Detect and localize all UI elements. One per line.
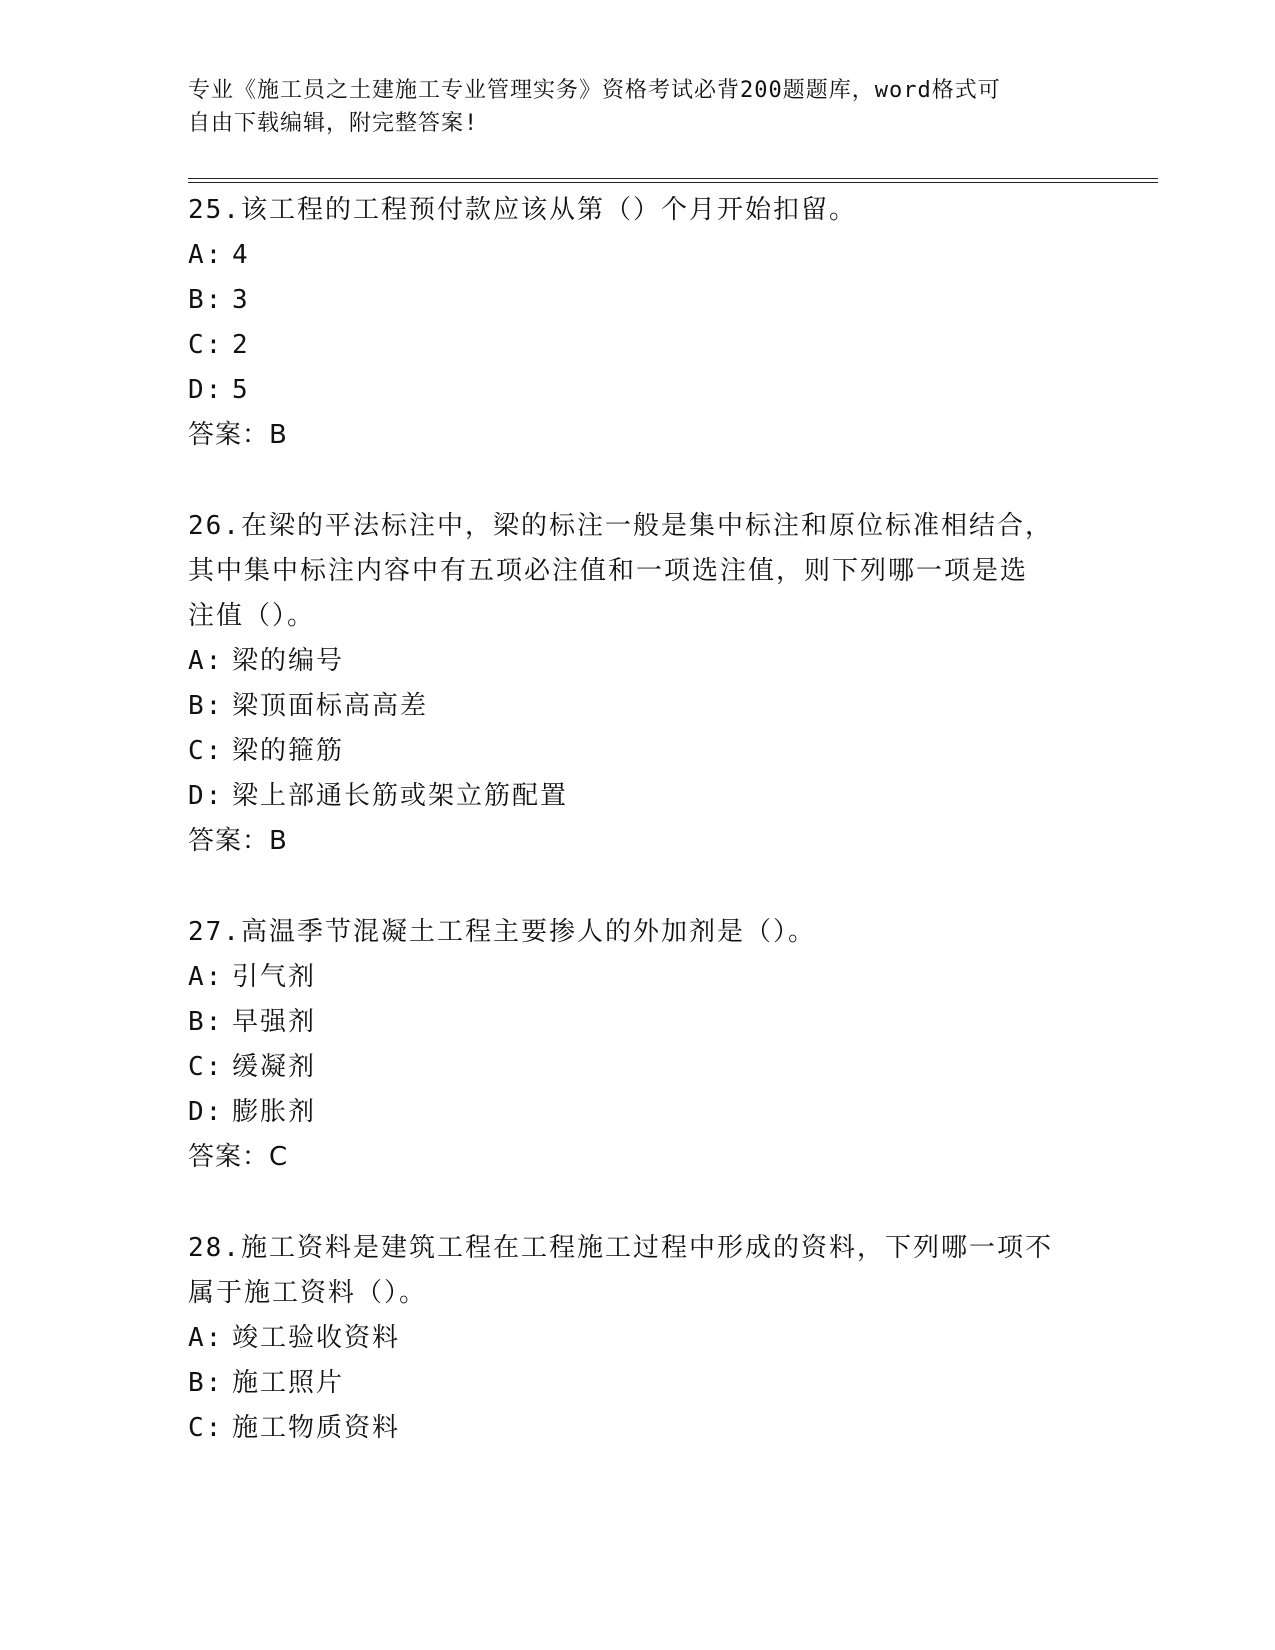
option-text: 5: [232, 375, 250, 405]
answer-line: 答案：B: [188, 420, 288, 450]
option-text: 竣工验收资料: [232, 1323, 401, 1353]
option-text: 引气剂: [232, 962, 317, 992]
option-key: C:: [188, 1413, 224, 1443]
option-key: D:: [188, 375, 224, 405]
option-text: 4: [232, 240, 250, 270]
option-key: C:: [188, 736, 224, 766]
question-stem-line-1: 28.施工资料是建筑工程在工程施工过程中形成的资料，下列哪一项不: [188, 1233, 1053, 1263]
option-a: [188, 639, 1088, 684]
option-key: B:: [188, 1007, 224, 1037]
option-text: 梁的编号: [232, 646, 345, 676]
header-line-2: 自由下载编辑，附完整答案!: [188, 111, 479, 136]
document-header: [188, 74, 1088, 140]
option-text: 3: [232, 285, 250, 315]
option-key: A:: [188, 1323, 224, 1353]
option-a: [188, 1316, 1088, 1361]
option-text: 缓凝剂: [232, 1052, 317, 1082]
option-b: [188, 1361, 1088, 1406]
answer-line: 答案：C: [188, 1142, 289, 1172]
header-line-1: 专业《施工员之土建施工专业管理实务》资格考试必背200题题库，word格式可: [188, 78, 1001, 103]
question-25: [188, 188, 1088, 458]
option-key: B:: [188, 285, 224, 315]
question-27: [188, 910, 1088, 1180]
option-d: [188, 1090, 1088, 1135]
option-text: 2: [232, 330, 250, 360]
option-key: B:: [188, 1368, 224, 1398]
option-b: [188, 1000, 1088, 1045]
option-d: [188, 774, 1088, 819]
option-key: D:: [188, 1097, 224, 1127]
option-d: [188, 368, 1088, 413]
question-stem-line-2: 属于施工资料（）。: [188, 1278, 428, 1308]
option-text: 早强剂: [232, 1007, 317, 1037]
option-text: 膨胀剂: [232, 1097, 317, 1127]
question-list: [188, 188, 1088, 1497]
option-text: 施工物质资料: [232, 1413, 401, 1443]
option-c: [188, 323, 1088, 368]
answer-line: 答案：B: [188, 826, 288, 856]
header-divider-bottom: [188, 182, 1158, 183]
option-key: B:: [188, 691, 224, 721]
question-stem: 27.高温季节混凝土工程主要掺人的外加剂是（）。: [188, 917, 816, 947]
question-26: [188, 504, 1088, 864]
question-stem: 25.该工程的工程预付款应该从第（）个月开始扣留。: [188, 195, 857, 225]
header-divider-top: [188, 178, 1158, 179]
option-key: C:: [188, 330, 224, 360]
question-stem-line-3: 注值（）。: [188, 601, 316, 631]
option-c: [188, 1045, 1088, 1090]
option-c: [188, 729, 1088, 774]
question-28: [188, 1226, 1088, 1451]
option-c: [188, 1406, 1088, 1451]
option-key: A:: [188, 962, 224, 992]
option-a: [188, 955, 1088, 1000]
option-a: [188, 233, 1088, 278]
option-text: 施工照片: [232, 1368, 345, 1398]
option-text: 梁顶面标高高差: [232, 691, 429, 721]
option-b: [188, 278, 1088, 323]
option-key: A:: [188, 240, 224, 270]
option-key: A:: [188, 646, 224, 676]
option-text: 梁上部通长筋或架立筋配置: [232, 781, 569, 811]
option-key: C:: [188, 1052, 224, 1082]
option-b: [188, 684, 1088, 729]
option-text: 梁的箍筋: [232, 736, 345, 766]
question-stem-line-2: 其中集中标注内容中有五项必注值和一项选注值，则下列哪一项是选: [188, 556, 1029, 586]
option-key: D:: [188, 781, 224, 811]
question-stem-line-1: 26.在梁的平法标注中，梁的标注一般是集中标注和原位标准相结合，: [188, 511, 1053, 541]
